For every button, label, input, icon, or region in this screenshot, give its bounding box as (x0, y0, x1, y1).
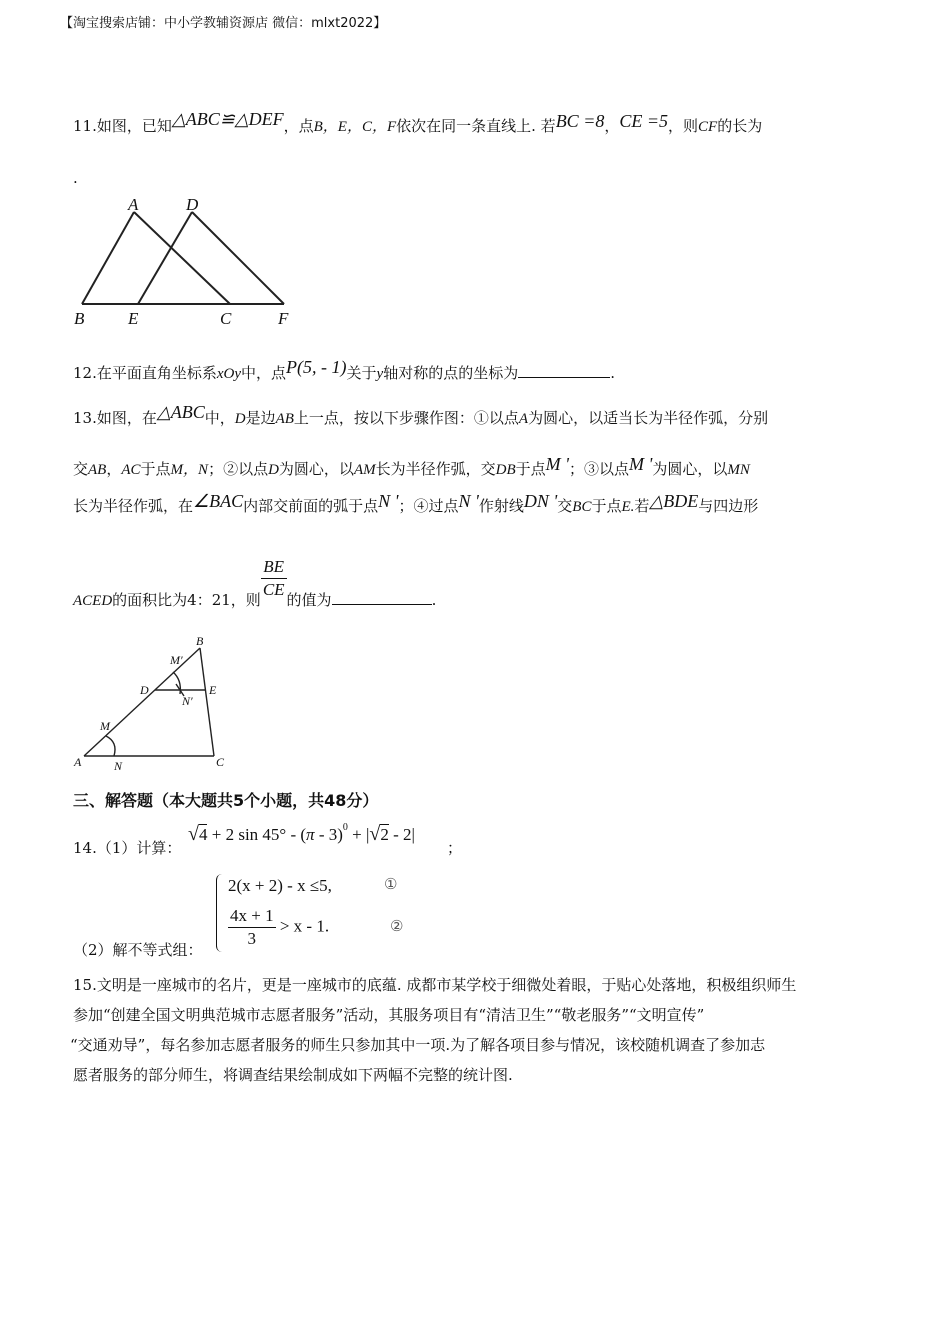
question-15-line-4: 愿者服务的部分师生，将调查结果绘制成如下两幅不完整的统计图. (73, 1066, 513, 1084)
circle-1-icon: ① (384, 875, 398, 893)
circle-2-icon: ② (390, 917, 404, 935)
inequality-brace (216, 874, 225, 952)
question-11: 11.如图，已知△ABC≌△DEF，点B，E，C，F依次在同一条直线上. 若BC =8，CE =5，则CF的长为 (73, 109, 763, 135)
page-header: 【淘宝搜索店铺：中小学教辅资源店 微信：mlxt2022】 (60, 16, 387, 31)
label-e: E (209, 683, 217, 697)
question-13-line-2: 交AB，AC于点M，N；②以点D为圆心，以AM长为半径作弧，交DB于点M '；③以点M '为圆心，以MN (73, 454, 750, 478)
question-13-line-1: 13.如图，在△ABC中，D是边AB上一点，按以下步骤作图：①以点A为圆心，以适当长为半径作弧，分别 (73, 402, 769, 427)
triangle-def (138, 212, 284, 304)
label-d: D (186, 195, 199, 214)
label-n: N (114, 759, 123, 773)
answer-blank (518, 363, 610, 378)
question-14-part-2: （2）解不等式组： (73, 941, 203, 959)
point-p: P(5, - 1) (286, 357, 347, 377)
label-c: C (220, 309, 232, 328)
question-11-answer-line: . (73, 169, 78, 187)
label-a: A (74, 755, 82, 769)
question-15-line-1: 15.文明是一座城市的名片，更是一座城市的底蕴. 成都市某学校于细微处着眼，于贴心处落地，积极组织师生 (73, 976, 797, 994)
question-13-line-3: 长为半径作弧，在∠BAC内部交前面的弧于点N '；④过点N '作射线DN '交BC于点E.若△BDE与四边形 (73, 491, 759, 515)
label-b: B (196, 634, 204, 648)
triangle-abc (82, 212, 230, 304)
label-b: B (74, 309, 85, 328)
label-f: F (278, 309, 289, 328)
arc-mn (106, 736, 115, 756)
figure-13 (70, 632, 240, 777)
question-15-line-2: 参加“创建全国文明典范城市志愿者服务”活动，其服务项目有“清洁卫生”“敬老服务”“文明宣传” (73, 1006, 705, 1024)
question-12: 12.在平面直角坐标系xOy中，点P(5, - 1)关于y轴对称的点的坐标为 . (73, 357, 615, 382)
answer-blank (332, 590, 432, 605)
arc-mprime (173, 672, 180, 694)
label-d: D (140, 683, 149, 697)
question-13-line-4: ACED的面积比为4：21，则 $\frac{BE}{CE}$ 的值为 . (73, 557, 437, 609)
section-heading: 三、解答题（本大题共5个小题，共48分） (73, 791, 379, 810)
semicolon: ； (447, 839, 463, 857)
triangle-abc (84, 648, 214, 756)
label-mprime: M′ (170, 653, 183, 667)
figure-11 (70, 192, 300, 332)
label-nprime: N′ (182, 694, 193, 708)
label-a: A (128, 195, 139, 214)
sqrt-icon: √ (188, 823, 199, 845)
inequality-2: $\frac{4x + 1}{3}$ > x - 1. (230, 906, 330, 949)
inequality-1: 2(x + 2) - x ≤5, (228, 876, 332, 895)
question-14-part-1: 14.（1）计算： (73, 839, 182, 857)
label-m: M (100, 719, 110, 733)
fraction-be-ce: $\frac{BE}{CE}$ (262, 557, 285, 600)
expression-1: √4 + 2 sin 45° - (π - 3)$^0$ + |√2 - 2| (188, 822, 415, 845)
congruence-expr: △ABC≌△DEF (171, 109, 284, 129)
sqrt-icon: √ (369, 823, 381, 845)
label-e: E (128, 309, 139, 328)
question-15-line-3: “交通劝导”，每名参加志愿者服务的师生只参加其中一项.为了解各项目参与情况，该校随机调查了参加志 (70, 1036, 766, 1054)
label-c: C (216, 755, 225, 769)
